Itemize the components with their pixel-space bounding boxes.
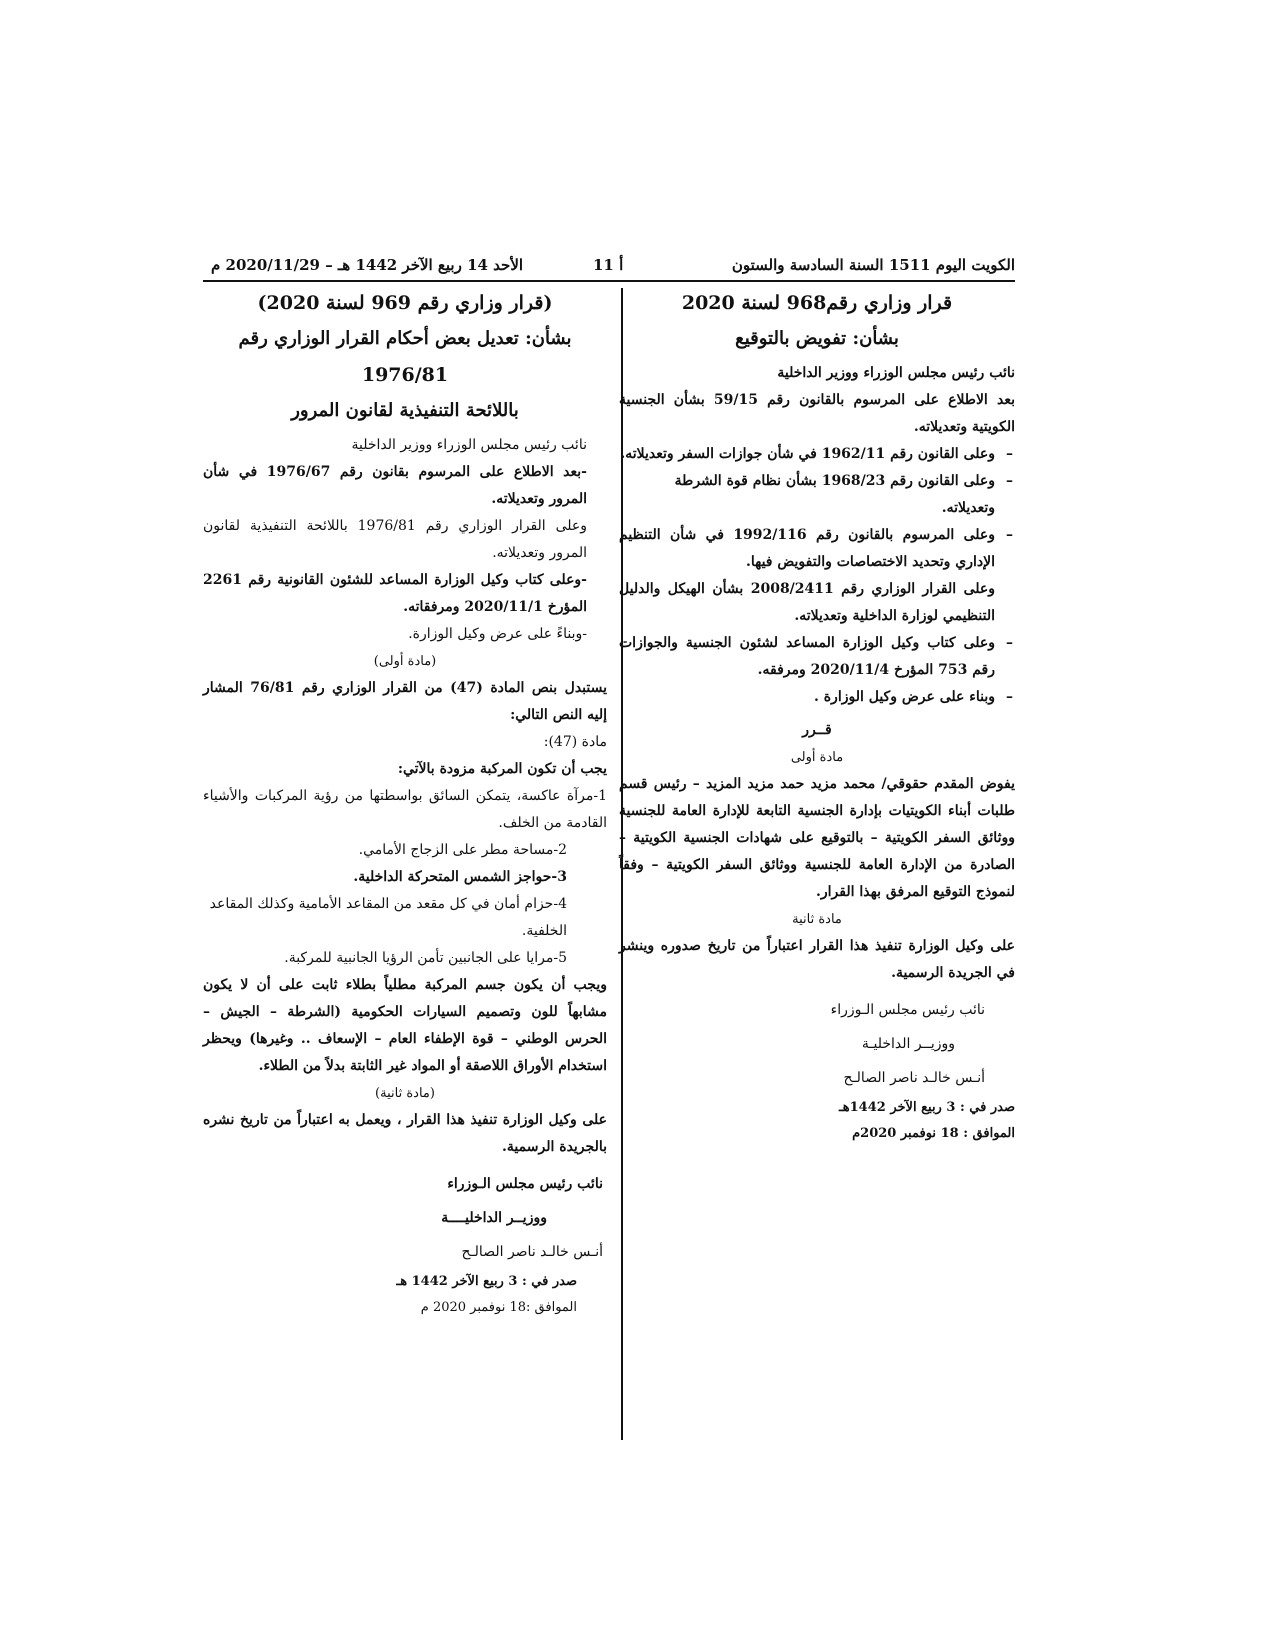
decree-969-article47-label: مادة (47):	[543, 734, 607, 750]
decree-968-article1-text: يفوض المقدم حقوقي/ محمد مزيد حمد مزيد المزيد – رئيس قسم طلبات أبناء الكويتيات بإدارة الجنسية التابعة للإدارة العامة للجنسية ووثائق السفر الكويتية – بالتوقيع على شهادات الجنسية الكويتية – الصادرة من الإدارة العامة للجنسية ووثائق السفر الكويتية – وفقاً لنموذج التوقيع المرفق بهذا القرار.	[619, 776, 1015, 900]
equipment-item: 2-مساحة مطر على الزجاج الأمامي.	[358, 842, 567, 858]
preamble-item: -وعلى كتاب وكيل الوزارة المساعد للشئون القانونية رقم 2261 المؤرخ 2020/11/1 ومرفقاته.	[203, 572, 587, 615]
decree-968-article2-text: على وكيل الوزارة تنفيذ هذا القرار اعتباراً من تاريخ صدوره وينشر في الجريدة الرسمية.	[619, 938, 1015, 981]
signature-line: نائب رئيس مجلس الـوزراء	[447, 1176, 603, 1192]
preamble-item: -بعد الاطلاع على المرسوم بقانون رقم 1976/67 في شأن المرور وتعديلاته.	[203, 464, 587, 507]
preamble-item: – وعلى القانون رقم 1962/11 في شأن جوازات السفر وتعديلاته.	[619, 441, 1015, 468]
signature-line: نائب رئيس مجلس الـوزراء	[830, 1002, 985, 1018]
signature-line: أنـس خالـد ناصر الصالـح	[461, 1244, 603, 1260]
equipment-item: 4-حزام أمان في كل مقعد من المقاعد الأمامية وكذلك المقاعد الخلفية.	[209, 896, 567, 939]
header-date: الأحد 14 ربيع الآخر 1442 هـ – 2020/11/29 م	[211, 256, 524, 274]
decree-968-title: قرار وزاري رقم968 لسنة 2020	[681, 292, 953, 314]
preamble-item: وعلى القرار الوزاري رقم 1976/81 باللائحة التنفيذية لقانون المرور وتعديلاته.	[203, 518, 588, 561]
decree-969-issued: صدر في : 3 ربيع الآخر 1442 هـ	[396, 1274, 577, 1289]
preamble-item: – وعلى المرسوم بالقانون رقم 1992/116 في شأن التنظيم الإداري وتحديد الاختصاصات والتفويض فيها.	[619, 522, 1015, 576]
decree-968-issued: صدر في : 3 ربيع الآخر 1442هـ	[838, 1100, 1015, 1115]
decree-969-article2-heading: (مادة ثانية)	[375, 1086, 435, 1101]
preamble-item: – وعلى القانون رقم 1968/23 بشأن نظام قوة الشرطة وتعديلاته.	[619, 468, 1015, 522]
decree-969-corresponding: الموافق :18 نوفمبر 2020 م	[420, 1300, 577, 1315]
decree-969-column	[203, 286, 607, 1321]
preamble-item: – وعلى كتاب وكيل الوزارة المساعد لشئون الجنسية والجوازات رقم 753 المؤرخ 2020/11/4 ومرفقه.	[619, 630, 1015, 684]
decree-969-issuer: نائب رئيس مجلس الوزراء ووزير الداخلية	[351, 437, 587, 453]
preamble-item: وعلى القرار الوزاري رقم 2008/2411 بشأن الهيكل والدليل التنظيمي لوزارة الداخلية وتعديلاته.	[619, 581, 995, 624]
signature-line: أنـس خالـد ناصر الصالـح	[843, 1070, 985, 1086]
decree-968-column	[619, 286, 1015, 1147]
page-header	[203, 250, 1015, 282]
decree-969-paint-rule: ويجب أن يكون جسم المركبة مطلياً بطلاء ثابت على أن لا يكون مشابهاً للون وتصميم السيارات الحكومية (الشرطة – الجيش – الحرس الوطني – قوة الإطفاء العام – الإسعاف .. وغيرها) ويحظر استخدام الأوراق اللاصقة أو المواد غير الثابتة بدلاً من الطلاء.	[203, 977, 607, 1074]
header-page-number: أ 11	[593, 256, 624, 274]
equipment-item: 3-حواجز الشمس المتحركة الداخلية.	[353, 869, 567, 885]
decree-968-subject: بشأن: تفويض بالتوقيع	[735, 328, 899, 349]
decree-969-article1-heading: (مادة أولى)	[373, 654, 437, 669]
preamble-item: بعد الاطلاع على المرسوم بالقانون رقم 59/15 بشأن الجنسية الكويتية وتعديلاته.	[619, 392, 1015, 435]
decree-969-article2-text: على وكيل الوزارة تنفيذ هذا القرار ، ويعمل به اعتباراً من تاريخ نشره بالجريدة الرسمية.	[203, 1112, 607, 1155]
decree-969-title: (قرار وزاري رقم 969 لسنة 2020)	[257, 292, 553, 314]
preamble-item: – وبناء على عرض وكيل الوزارة .	[619, 684, 1015, 711]
decree-968-article2-heading: مادة ثانية	[792, 912, 842, 927]
signature-line: ووزيــر الداخليـة	[861, 1036, 955, 1052]
decree-968-signature	[619, 993, 1015, 1095]
decree-969-equipment-intro: يجب أن تكون المركبة مزودة بالآتي:	[397, 761, 607, 777]
preamble-item: -وبناءً على عرض وكيل الوزارة.	[408, 626, 587, 642]
signature-line: ووزيــر الداخليــــة	[441, 1210, 547, 1226]
decree-969-signature	[203, 1167, 607, 1269]
decree-968-dates	[619, 1095, 1015, 1147]
decree-968-corresponding: الموافق : 18 نوفمبر 2020م	[852, 1126, 1015, 1141]
decree-968-article1-heading: مادة أولى	[790, 750, 844, 765]
decree-968-issuer: نائب رئيس مجلس الوزراء ووزير الداخلية	[777, 365, 1015, 381]
decree-969-subject-number: 1976/81	[361, 364, 449, 386]
gazette-page	[203, 250, 1015, 1440]
decree-969-subject-suffix: باللائحة التنفيذية لقانون المرور	[291, 400, 519, 421]
decree-968-decided: قــرر	[802, 722, 832, 738]
header-issue-info: الكويت اليوم 1511 السنة السادسة والستون	[731, 256, 1015, 274]
equipment-item: 1-مرآة عاكسة، يتمكن السائق بواسطتها من رؤية المركبات والأشياء القادمة من الخلف.	[203, 788, 607, 831]
equipment-item: 5-مرايا على الجانبين تأمن الرؤيا الجانبية للمركبة.	[284, 950, 567, 966]
decree-969-subject: بشأن: تعديل بعض أحكام القرار الوزاري رقم	[238, 328, 572, 349]
decree-969-article1-intro: يستبدل بنص المادة (47) من القرار الوزاري رقم 76/81 المشار إليه النص التالي:	[203, 680, 608, 723]
decree-969-dates	[203, 1269, 607, 1321]
